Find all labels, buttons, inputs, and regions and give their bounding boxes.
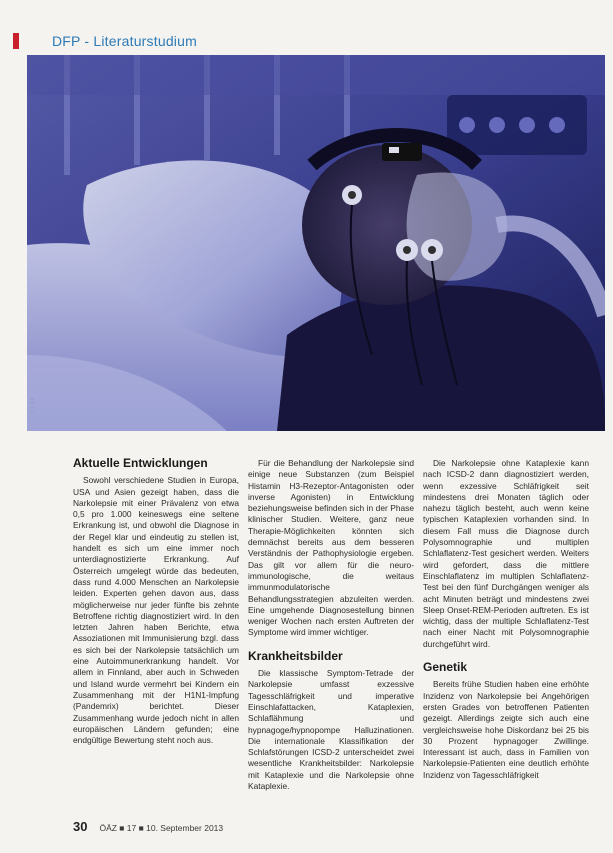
- paragraph: Die klassische Symptom-Tetrade der Narkolepsie umfasst exzessive Tagesschläfrigkeit und imperative Einschlafattacken, Kataplexien, Schlaflähmung und hypnagoge/hypnopompe Halluzinationen. Die internationale Klassifikation der Schlafstörungen ICSD-2 unterscheidet zwei wesentliche Krankheitsbilder: Narkolepsie mit Kataplexie und die Narkolepsie ohne Kataplexie.: [248, 668, 414, 792]
- section-color-marker: [13, 33, 19, 49]
- photo-credit-mark: [30, 398, 34, 412]
- paragraph: Für die Behandlung der Narkolepsie sind einige neue Substanzen (zum Beispiel Histamin H3-Rezeptor-Antagonisten oder inverse Agonisten) in Entwicklung beziehungsweise befinden sich in der Phase klinischer Studien. Weitere, ganz neue Therapie-Möglichkeiten könnten sich demnächst bereits aus dem besseren Verständnis der Pathophysiologie ergeben. Das gilt vor allem für die neuro-immunologische, die weitaus immunmodulatorische Behandlungsstrategien abzuleiten werden. Eine umgehende Diagnosestellung binnen weniger Wochen nach ersten Auftreten der Symptome wird immer wichtiger.: [248, 458, 414, 638]
- text-column-2: [248, 458, 414, 792]
- heading-genetik: Genetik: [423, 660, 468, 675]
- heading-krankheitsbilder: Krankheitsbilder: [248, 648, 343, 663]
- section-title: DFP - Literaturstudium: [52, 33, 197, 49]
- publication-info: ÖÄZ ■ 17 ■ 10. September 2013: [99, 823, 224, 833]
- text-column-3: [423, 458, 589, 781]
- paragraph: Sowohl verschiedene Studien in Europa, USA und Asien gezeigt haben, dass die Narkolepsie mit einer Prävalenz von etwa 0,5 pro 1.000 keineswegs eine seltene Erkrankung ist, und obwohl die Diagnose in der Regel klar und eindeutig zu stellen ist, handelt es sich um eine immer noch unterdiagnostizierte Erkrankung. Auf Österreich umgelegt würde das bedeuten, dass rund 4.000 Menschen an Narkolepsie leiden. Experten gehen davon aus, dass möglicherweise nur jeder fünfte bis zehnte Betroffene richtig diagnostiziert wird. In den letzten Jahren haben Berichte, etwa Assoziationen mit Immunisierung bzgl. dass es sich bei der Narkolepsie tatsächlich um eine Autoimmunerkrankung handelt. Vor allem in Finnland, aber auch in Schweden und Island wurde vermehrt bei Kindern ein Zusammenhang mit der H1N1-Impfung (Pandemrix) berichtet. Dieser Zusammenhang wurde jedoch nicht in allen europäischen Ländern gefunden; eine endgültige Bewertung steht noch aus.: [73, 475, 239, 746]
- sleep-lab-photo: [27, 55, 605, 431]
- heading-aktuelle-entwicklungen: Aktuelle Entwicklungen: [73, 456, 208, 470]
- page-number: 30: [73, 819, 88, 834]
- page-footer: [73, 819, 223, 834]
- text-column-1: [73, 458, 239, 746]
- paragraph: Die Narkolepsie ohne Kataplexie kann nach ICSD-2 dann diagnostiziert werden, wenn exzessive Schläfrigkeit seit mindestens drei Monaten täglich oder nahezu täglich besteht, auch wenn keine typischen Kataplexien vorhanden sind. In diesem Fall muss die Diagnose durch Polysomnographie und multiplen Schlaflatenz-Test gesichert werden. Weiters wird gefordert, dass die mittlere Einschlaflatenz im multiplen Schlaflatenz-Test bei den fünf Durchgängen weniger als acht Minuten beträgt und mindestens zwei Sleep Onset-REM-Perioden auftreten. Es ist wichtig, dass der multiple Schlaflatenz-Test nach einer Nacht mit Polysomnographie durchgeführt wird.: [423, 458, 589, 649]
- paragraph: Bereits frühe Studien haben eine erhöhte Inzidenz von Narkolepsie bei Angehörigen ersten Grades von betroffenen Patienten gezeigt. Allerdings zeigte sich auch eine vergleichsweise hohe Diskordanz bei 25 bis 30 Prozent hypnagoger Zwillinge. Interessant ist auch, dass in Familien von Narkolepsie-Patienten eine deutlich erhöhte Inzidenz von Tagesschläfrigkeit: [423, 679, 589, 780]
